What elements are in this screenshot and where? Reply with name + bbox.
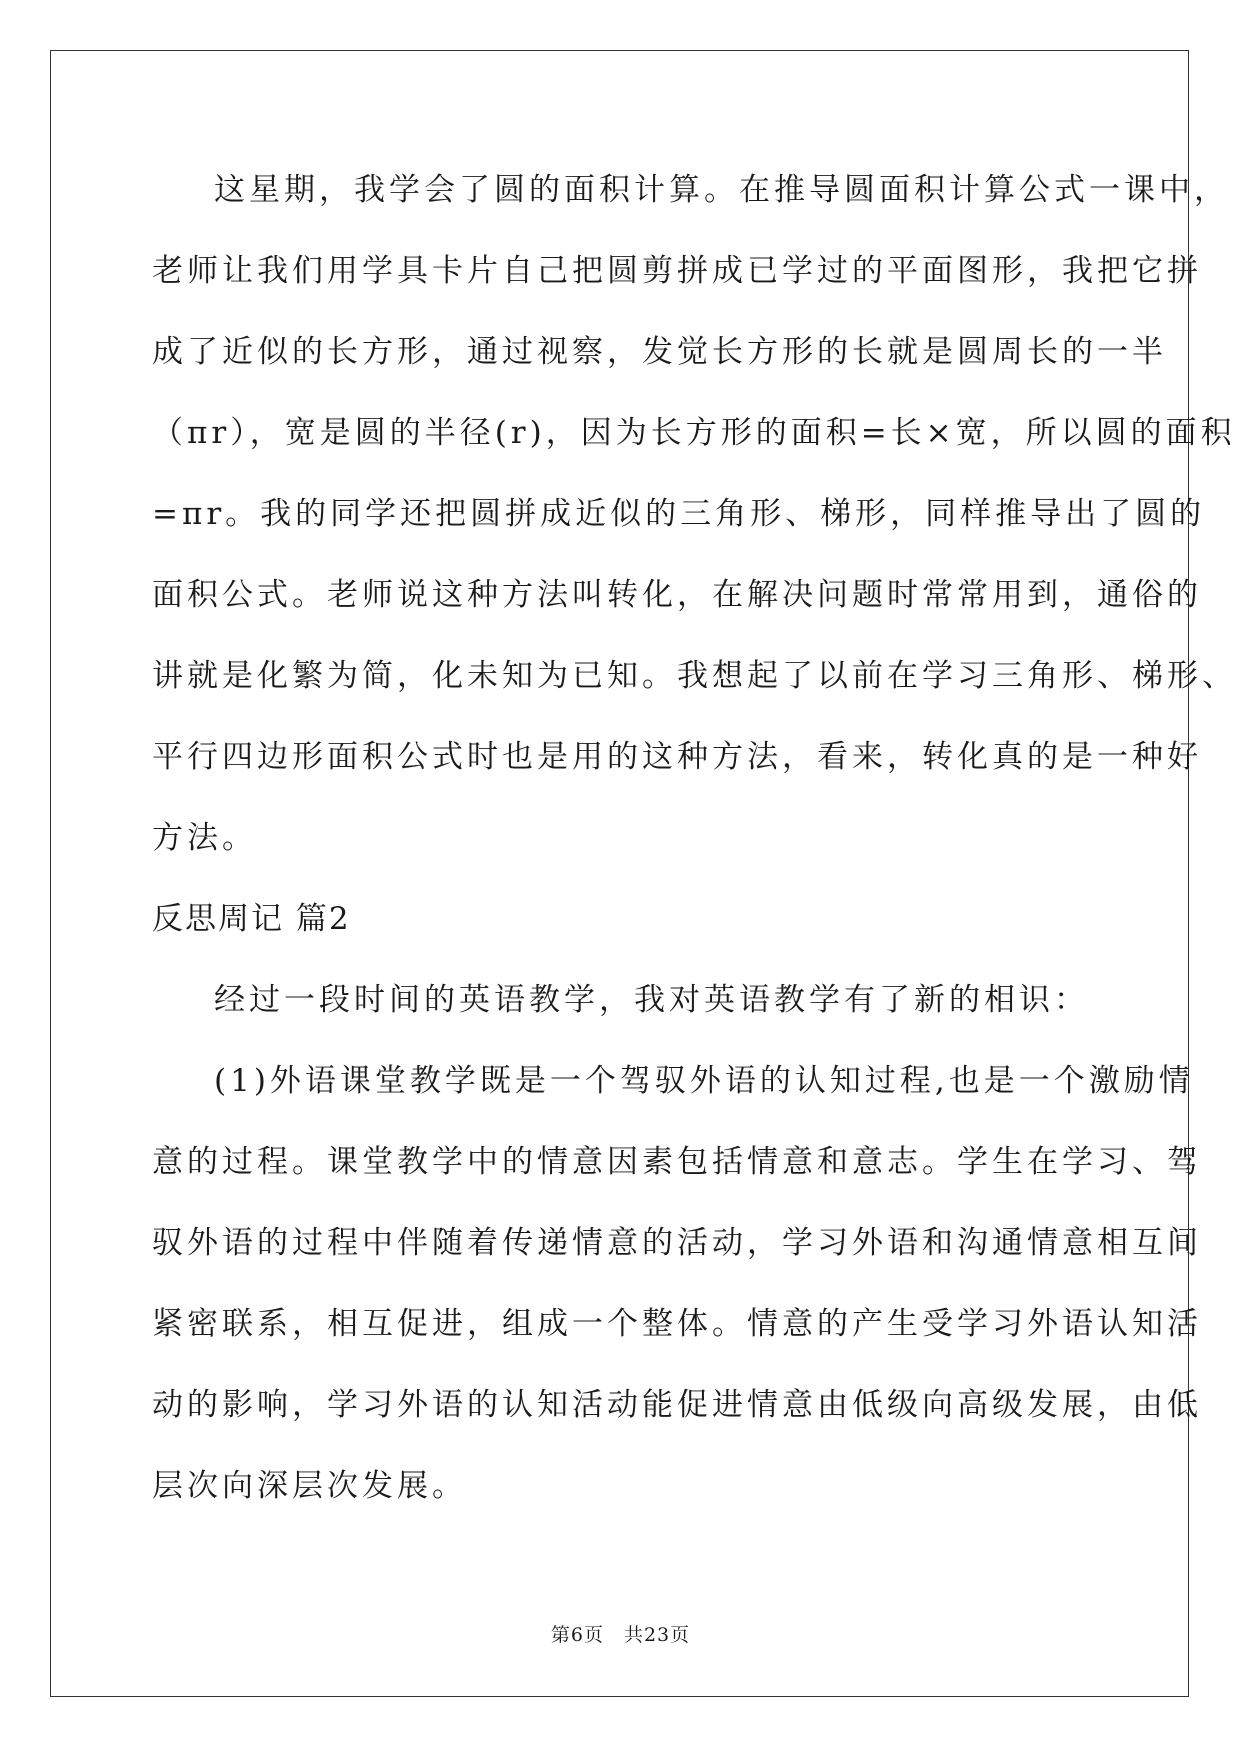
paragraph-line: 这星期，我学会了圆的面积计算。在推导圆面积计算公式一课中，: [214, 172, 1229, 208]
document-body: [152, 162, 1237, 1539]
paragraph-line: 意的过程。课堂教学中的情意因素包括情意和意志。学生在学习、驾: [152, 1144, 1202, 1180]
paragraph-line: 紧密联系，相互促进，组成一个整体。情意的产生受学习外语认知活: [152, 1306, 1202, 1342]
paragraph-line: （πr），宽是圆的半径(r)，因为长方形的面积=长×宽，所以圆的面积: [152, 415, 1236, 451]
page-number-footer: 第6页 共23页: [550, 1624, 691, 1646]
paragraph-line: 成了近似的长方形，通过视察，发觉长方形的长就是圆周长的一半: [152, 334, 1167, 370]
paragraph-line: 驭外语的过程中伴随着传递情意的活动，学习外语和沟通情意相互间: [152, 1225, 1202, 1261]
paragraph-line: 老师让我们用学具卡片自己把圆剪拼成已学过的平面图形，我把它拼: [152, 253, 1202, 289]
paragraph-line: 方法。: [152, 820, 257, 856]
paragraph-line: 面积公式。老师说这种方法叫转化，在解决问题时常常用到，通俗的: [152, 577, 1202, 613]
paragraph-line: 经过一段时间的英语教学，我对英语教学有了新的相识：: [214, 982, 1089, 1018]
section-heading: 反思周记 篇2: [152, 901, 351, 937]
paragraph-line: (1)外语课堂教学既是一个驾驭外语的认知过程,也是一个激励情: [214, 1063, 1194, 1099]
paragraph-line: =πr。我的同学还把圆拼成近似的三角形、梯形，同样推导出了圆的: [152, 496, 1206, 532]
paragraph-line: 讲就是化繁为简，化未知为已知。我想起了以前在学习三角形、梯形、: [152, 658, 1237, 694]
paragraph-line: 层次向深层次发展。: [152, 1468, 467, 1504]
paragraph-line: 平行四边形面积公式时也是用的这种方法，看来，转化真的是一种好: [152, 739, 1202, 775]
paragraph-line: 动的影响，学习外语的认知活动能促进情意由低级向高级发展，由低: [152, 1387, 1202, 1423]
